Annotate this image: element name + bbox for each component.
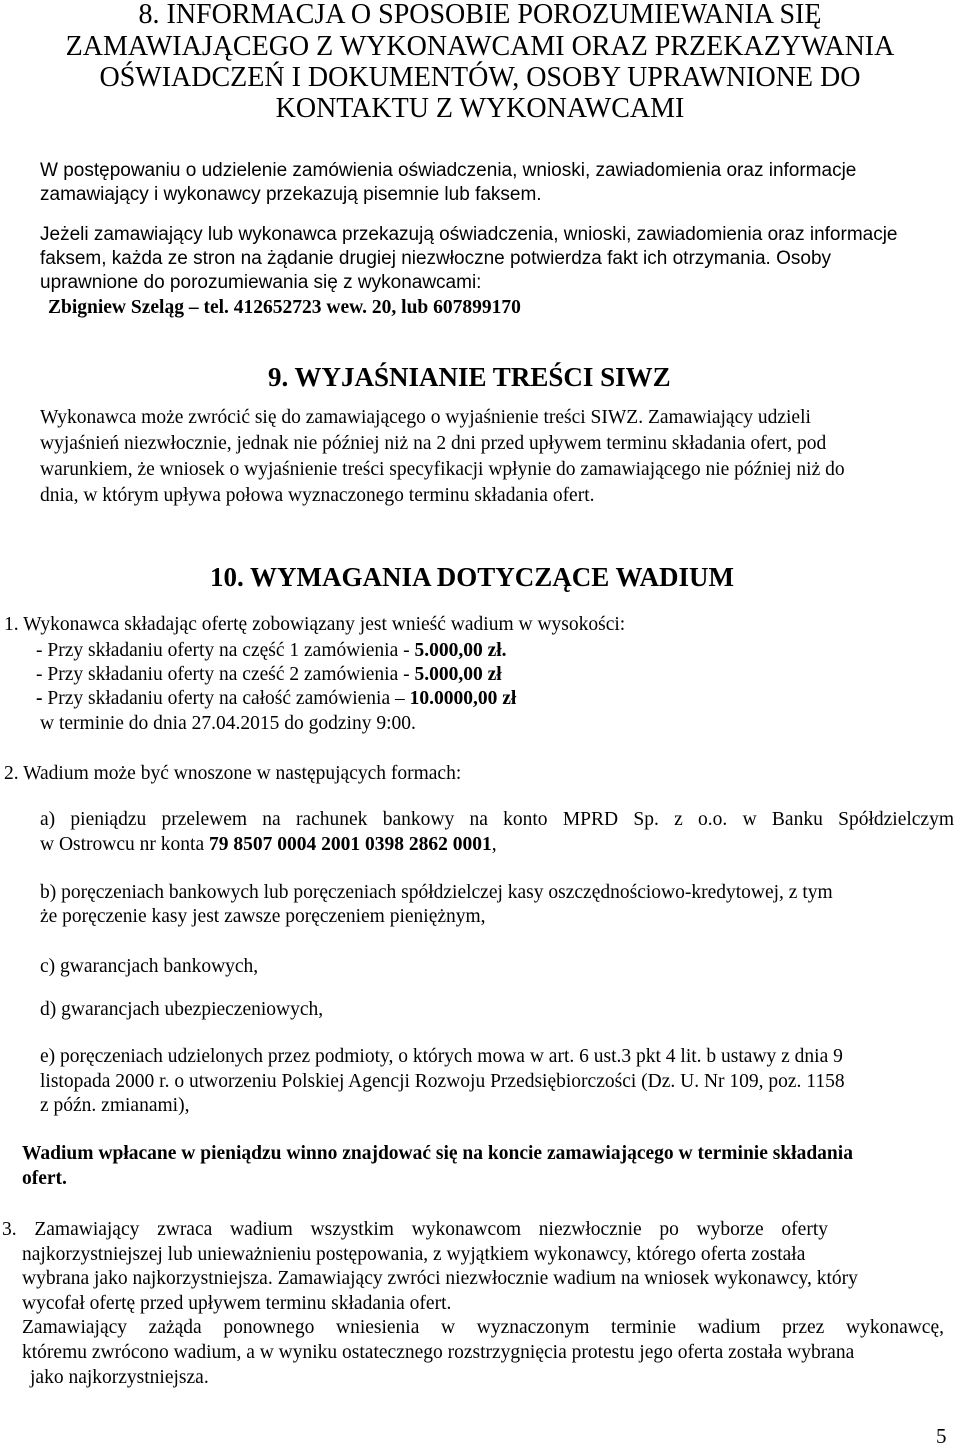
contact-person: Zbigniew Szeląg – tel. 412652723 wew. 20, lub 607899170 [48,297,521,318]
heading-line: ZAMAWIAJĄCEGO Z WYKONAWCAMI ORAZ PRZEKAZYWANIA [65,31,895,62]
text-line: uprawnione do porozumiewania się z wykonawcami: [40,272,482,293]
bank-account-number: 79 8507 0004 2001 0398 2862 0001 [208,834,492,855]
text-line: W postępowaniu o udzielenie zamówienia oświadczenia, wnioski, zawiadomienia oraz informacje [40,160,857,181]
text-line: zamawiający i wykonawcy przekazują pisemnie lub faksem. [40,184,542,205]
amount-value: 5.000,00 zł. [414,640,507,661]
section-9-heading: 9. WYJAŚNIANIE TREŚCI SIWZ [268,362,671,392]
amount-row-label: - Przy składaniu oferty na część 1 zamówienia - [36,640,415,661]
text-line: Jeżeli zamawiający lub wykonawca przekazują oświadczenia, wnioski, zawiadomienia oraz informacje [40,224,898,245]
form-item-d: d) gwarancjach ubezpieczeniowych, [40,999,324,1020]
text-line: wyjaśnień niezwłocznie, jednak nie później niż na 2 dni przed upływem terminu składania ofert, pod [40,433,827,454]
text-line: dnia, w którym upływa połowa wyznaczonego terminu składania ofert. [40,485,595,506]
deadline-line: w terminie do dnia 27.04.2015 do godziny 9:00. [40,713,416,734]
text-line: Zamawiający zażąda ponownego wniesienia w wyznaczonym terminie wadium przez wykonawcę, [22,1317,944,1338]
text-line: ofert. [22,1168,67,1189]
heading-line: 8. INFORMACJA O SPOSOBIE POROZUMIEWANIA SIĘ [138,0,822,30]
text-line: b) poręczeniach bankowych lub poręczeniach spółdzielczej kasy oszczędnościowo-kredytowej, z tym [40,882,833,903]
text-line: wycofał ofertę przed upływem terminu składania ofert. [22,1293,452,1314]
text-line: któremu zwrócono wadium, a w wyniku ostatecznego rozstrzygnięcia protestu jego oferta została wybrana [22,1342,855,1363]
account-prefix: w Ostrowcu nr konta [40,834,209,855]
text-line: jako najkorzystniejsza. [30,1367,209,1388]
heading-line: OŚWIADCZEŃ I DOKUMENTÓW, OSOBY UPRAWNIONE DO [99,62,861,93]
text-line: faksem, każda ze stron na żądanie drugiej niezwłoczne potwierdza fakt ich otrzymania. Osoby [40,248,832,269]
text-line: warunkiem, że wniosek o wyjaśnienie treści specyfikacji wpłynie do zamawiającego nie później niż do [40,459,845,480]
text-line: z późn. zmianami), [40,1095,190,1116]
point-2-intro: 2. Wadium może być wnoszone w następujących formach: [4,763,462,784]
text-line: że poręczenie kasy jest zawsze poręczeniem pieniężnym, [40,906,486,927]
text-line: Wykonawca może zwrócić się do zamawiającego o wyjaśnienie treści SIWZ. Zamawiający udzieli [40,407,811,428]
amount-row-label: Przy składaniu oferty na całość zamówienia – [47,688,410,709]
amount-row [36,639,507,662]
point-1-intro: 1. Wykonawca składając ofertę zobowiązany jest wnieść wadium w wysokości: [4,614,626,635]
text-line [40,833,497,856]
page-number: 5 [936,1424,947,1448]
amount-row-label: - Przy składaniu oferty na cześć 2 zamówienia - [36,664,415,685]
text-line: a) pieniądzu przelewem na rachunek bankowy na konto MPRD Sp. z o.o. w Banku Spółdzielczym [40,809,954,830]
text-line: Wadium wpłacane w pieniądzu winno znajdować się na koncie zamawiającego w terminie składania [22,1143,853,1164]
text-line: e) poręczeniach udzielonych przez podmioty, o których mowa w art. 6 ust.3 pkt 4 lit. b ustawy z dnia 9 [40,1046,843,1067]
account-suffix: , [491,834,497,855]
amount-row-dash: - [36,688,48,709]
amount-row [36,687,516,710]
form-item-c: c) gwarancjach bankowych, [40,956,259,977]
amount-value: 10.0000,00 zł [409,688,517,709]
section-10-heading: 10. WYMAGANIA DOTYCZĄCE WADIUM [210,562,735,592]
amount-value: 5.000,00 zł [414,664,502,685]
text-line: najkorzystniejszej lub unieważnieniu postępowania, z wyjątkiem wykonawcy, którego oferta została [22,1244,806,1265]
amount-row [36,663,502,686]
heading-line: KONTAKTU Z WYKONAWCAMI [275,93,685,124]
text-line: wybrana jako najkorzystniejsza. Zamawiający zwróci niezwłocznie wadium na wniosek wykonawcy, który [22,1268,858,1289]
text-line: 3. Zamawiający zwraca wadium wszystkim wykonawcom niezwłocznie po wyborze oferty [2,1219,828,1240]
text-line: listopada 2000 r. o utworzeniu Polskiej Agencji Rozwoju Przedsiębiorczości (Dz. U. Nr 109, poz. 1158 [40,1071,845,1092]
